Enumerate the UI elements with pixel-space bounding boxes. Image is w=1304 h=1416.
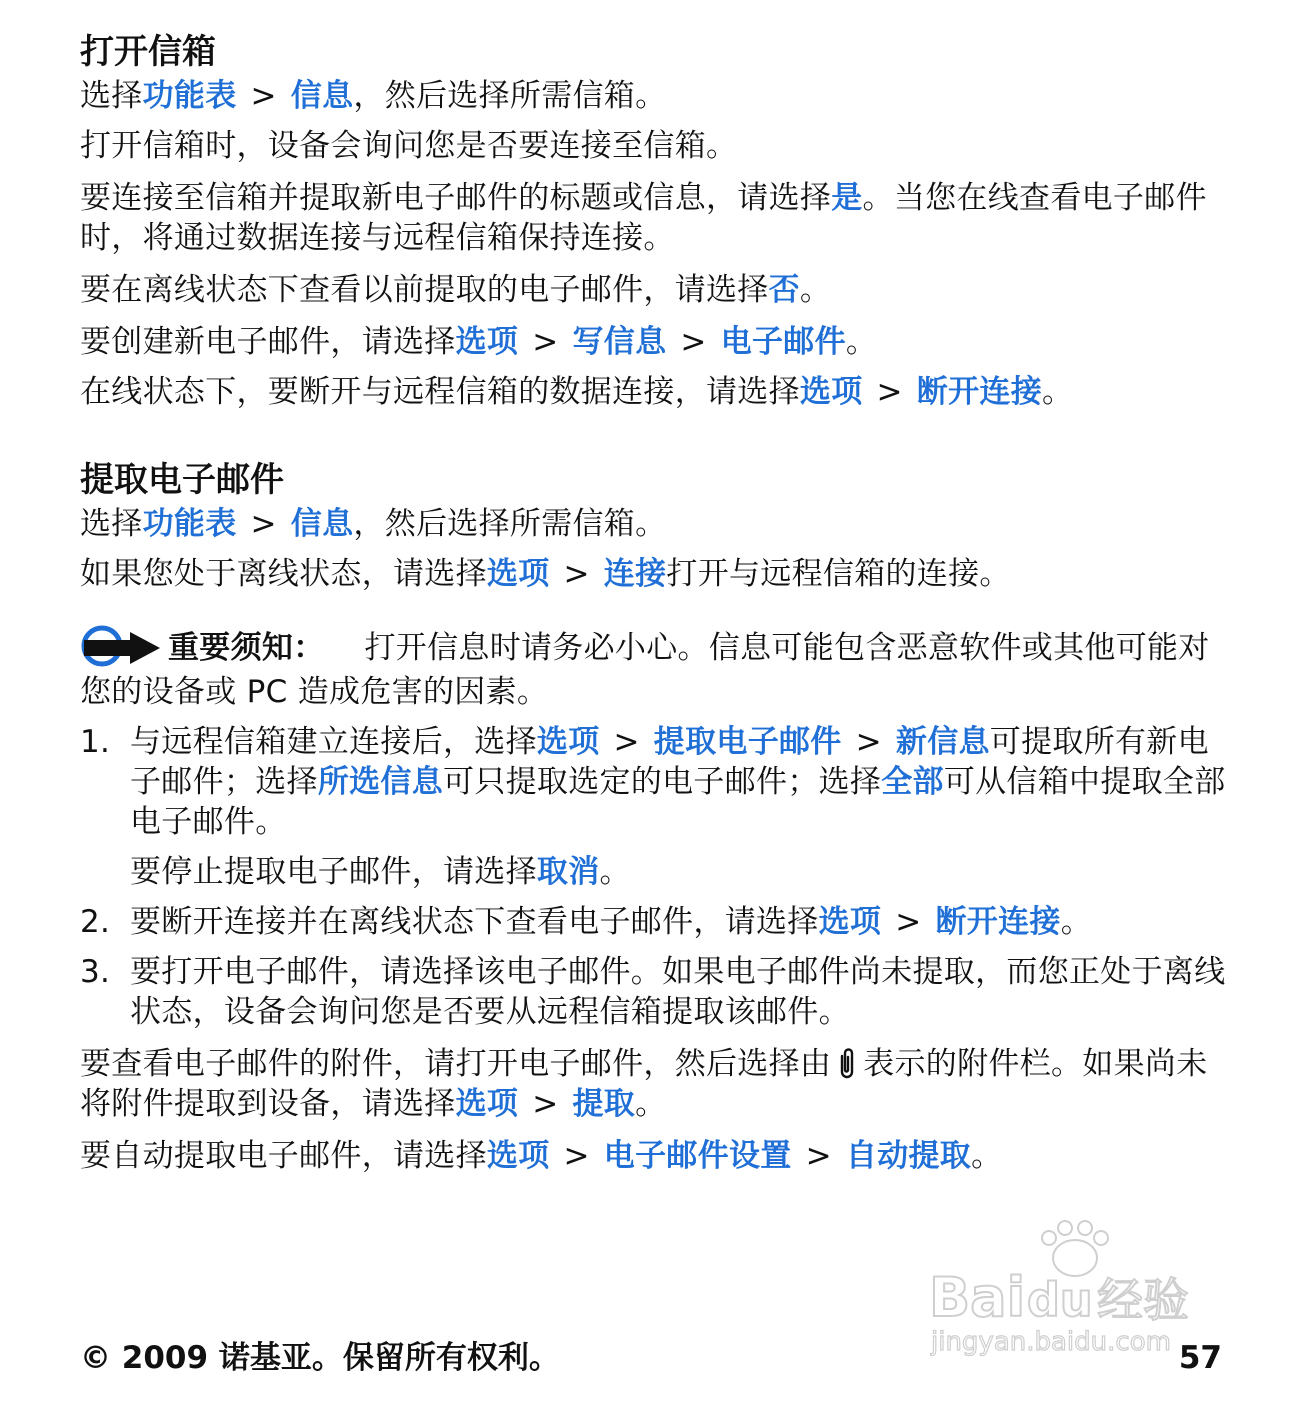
text: 。: [1060, 904, 1093, 940]
separator: >: [876, 374, 903, 410]
text: 。: [1042, 374, 1074, 410]
section-title-open-mailbox: 打开信箱: [80, 32, 216, 72]
paragraph: [80, 322, 1230, 362]
paragraph: [80, 554, 1230, 594]
svg-text:du: du: [1027, 1273, 1093, 1327]
paragraph: [80, 1044, 1230, 1124]
text: 。: [799, 272, 832, 308]
text: 可从信箱中提取全部电子邮件。: [130, 764, 1226, 840]
text: 打开与远程信箱的连接。: [666, 556, 1011, 592]
text: 要停止提取电子邮件，请选择: [130, 854, 537, 890]
separator: >: [613, 724, 640, 760]
separator: >: [250, 506, 277, 542]
text: 。: [971, 1138, 1003, 1174]
separator: >: [532, 324, 559, 360]
paragraph: [80, 76, 1230, 116]
list-item: [80, 952, 1230, 1032]
text: 。: [635, 1086, 667, 1122]
paragraph: [80, 178, 1230, 258]
menu-link-selected[interactable]: 所选信息: [317, 764, 444, 800]
separator: >: [563, 556, 590, 592]
text: 选择: [80, 506, 143, 542]
menu-link-email-settings[interactable]: 电子邮件设置: [603, 1138, 792, 1174]
text: 选择: [80, 78, 143, 114]
menu-link-retrieve-email[interactable]: 提取电子邮件: [653, 724, 842, 760]
text: 如果您处于离线状态，请选择: [80, 556, 487, 592]
text: 可提取所有新电子邮件；选择: [130, 724, 1209, 800]
text: 要在离线状态下查看以前提取的电子邮件，请选择: [80, 272, 769, 308]
menu-link-messages[interactable]: 信息: [290, 506, 354, 542]
separator: >: [895, 904, 922, 940]
text: 可只提取选定的电子邮件；选择: [443, 764, 882, 800]
menu-link-disconnect[interactable]: 断开连接: [916, 374, 1042, 410]
text: 表示的附件栏。如果尚未将附件提取到设备，请选择: [80, 1046, 1208, 1122]
menu-link-options[interactable]: 选项: [536, 724, 600, 760]
paragraph: [80, 372, 1230, 412]
menu-link-options[interactable]: 选项: [799, 374, 863, 410]
separator: >: [805, 1138, 832, 1174]
text: 。当您在线查看电子邮件时，将通过数据连接与远程信箱保持连接。: [80, 180, 1207, 256]
step-number: 2.: [80, 904, 111, 940]
menu-link-options[interactable]: 选项: [486, 1138, 550, 1174]
separator: >: [532, 1086, 559, 1122]
text: 在线状态下，要断开与远程信箱的数据连接，请选择: [80, 374, 800, 410]
menu-link-all[interactable]: 全部: [881, 764, 944, 800]
menu-link-cancel[interactable]: 取消: [536, 854, 600, 890]
text: ，然后选择所需信箱。: [353, 506, 667, 542]
menu-link-email[interactable]: 电子邮件: [720, 324, 846, 360]
step-list: [80, 722, 1230, 1032]
text: ，然后选择所需信箱。: [353, 78, 667, 114]
list-item: [80, 902, 1230, 942]
paperclip-icon: [835, 1046, 859, 1080]
step-number: 1.: [80, 724, 111, 760]
note-text: 打开信息时请务必小心。信息可能包含恶意软件或其他可能对您的设备或 PC 造成危害的因素。: [80, 630, 1210, 710]
step-number: 3.: [80, 954, 111, 990]
paragraph: [80, 504, 1230, 544]
text: 要断开连接并在离线状态下查看电子邮件，请选择: [130, 904, 819, 940]
text: 。: [599, 854, 631, 890]
menu-link-options[interactable]: 选项: [455, 1086, 519, 1122]
option-no[interactable]: 否: [768, 272, 800, 308]
menu-link-options[interactable]: 选项: [455, 324, 519, 360]
copyright: © 2009 诺基亚。保留所有权利。: [80, 1340, 560, 1376]
separator: >: [855, 724, 882, 760]
menu-link-connect[interactable]: 连接: [603, 556, 667, 592]
note-arrow-icon: [80, 616, 164, 672]
paragraph: [80, 1136, 1230, 1176]
menu-link-retrieve[interactable]: 提取: [572, 1086, 636, 1122]
separator: >: [250, 78, 277, 114]
section-title-retrieve-email: 提取电子邮件: [80, 460, 284, 500]
option-yes[interactable]: 是: [831, 180, 863, 216]
separator: >: [563, 1138, 590, 1174]
text: 要自动提取电子邮件，请选择: [80, 1138, 487, 1174]
menu-link-disconnect[interactable]: 断开连接: [935, 904, 1061, 940]
menu-link-messages[interactable]: 信息: [290, 78, 354, 114]
menu-link-new-messages[interactable]: 新信息: [895, 724, 990, 760]
svg-text:jingyan.baidu.com: jingyan.baidu.com: [931, 1327, 1171, 1357]
text: 。: [845, 324, 878, 360]
menu-link-write-message[interactable]: 写信息: [572, 324, 667, 360]
page-content: [80, 28, 1230, 1176]
sub-paragraph: [130, 852, 1230, 892]
important-note: [80, 616, 1230, 712]
menu-link-auto-retrieve[interactable]: 自动提取: [845, 1138, 972, 1174]
menu-link-options[interactable]: 选项: [486, 556, 550, 592]
text: 要打开电子邮件，请选择该电子邮件。如果电子邮件尚未提取，而您正处于离线状态，设备会询问您是否要从远程信箱提取该邮件。: [130, 954, 1226, 1030]
separator: >: [680, 324, 707, 360]
text: 与远程信箱建立连接后，选择: [130, 724, 537, 760]
svg-text:经验: 经验: [1097, 1273, 1189, 1327]
svg-text:Bai: Bai: [929, 1266, 1026, 1329]
page-number: 57: [1178, 1340, 1222, 1376]
list-item: [80, 722, 1230, 892]
menu-link-options[interactable]: 选项: [818, 904, 882, 940]
menu-link-functions[interactable]: 功能表: [142, 78, 237, 114]
text: 要查看电子邮件的附件，请打开电子邮件，然后选择由: [80, 1046, 832, 1082]
menu-link-functions[interactable]: 功能表: [142, 506, 237, 542]
text: 要创建新电子邮件，请选择: [80, 324, 456, 360]
paragraph: 打开信箱时，设备会询问您是否要连接至信箱。: [80, 128, 738, 164]
text: 要连接至信箱并提取新电子邮件的标题或信息，请选择: [80, 180, 832, 216]
note-label: 重要须知：: [168, 630, 325, 666]
paragraph: [80, 270, 1230, 310]
